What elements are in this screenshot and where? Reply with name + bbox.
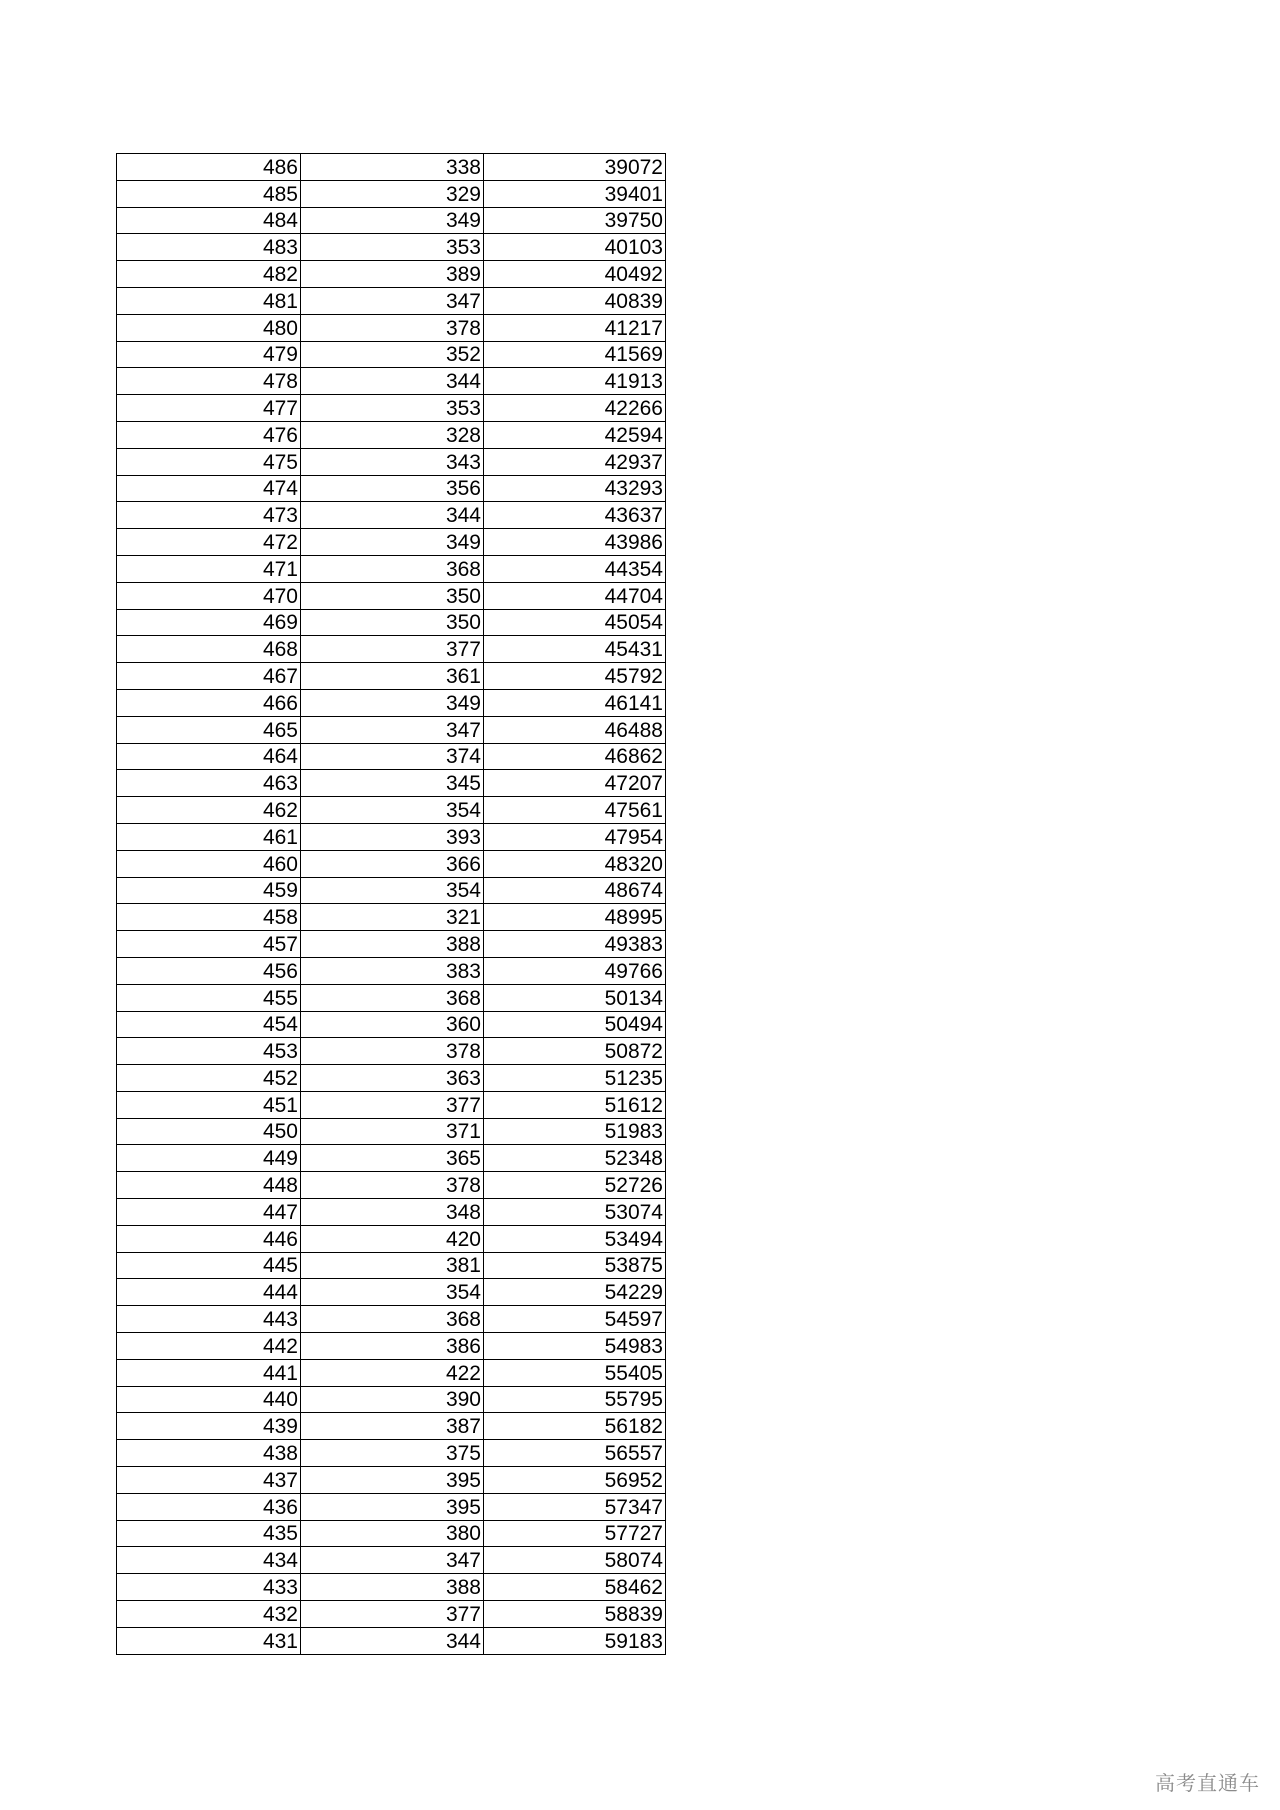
cumulative-cell: 58462 — [484, 1574, 666, 1601]
cumulative-cell: 46141 — [484, 689, 666, 716]
score-cell: 453 — [117, 1038, 301, 1065]
count-cell: 395 — [301, 1467, 484, 1494]
score-cell: 479 — [117, 341, 301, 368]
count-cell: 344 — [301, 502, 484, 529]
table-row — [117, 368, 666, 395]
cumulative-cell: 45792 — [484, 663, 666, 690]
cumulative-cell: 47561 — [484, 797, 666, 824]
count-cell: 361 — [301, 663, 484, 690]
score-table — [116, 153, 666, 1655]
table-row — [117, 341, 666, 368]
count-cell: 350 — [301, 609, 484, 636]
score-cell: 467 — [117, 663, 301, 690]
count-cell: 352 — [301, 341, 484, 368]
table-row — [117, 234, 666, 261]
table-row — [117, 1627, 666, 1654]
table-row — [117, 1118, 666, 1145]
score-cell: 442 — [117, 1333, 301, 1360]
cumulative-cell: 57347 — [484, 1493, 666, 1520]
cumulative-cell: 39750 — [484, 207, 666, 234]
cumulative-cell: 55405 — [484, 1359, 666, 1386]
table-row — [117, 1547, 666, 1574]
score-cell: 482 — [117, 261, 301, 288]
cumulative-cell: 49383 — [484, 931, 666, 958]
table-row — [117, 261, 666, 288]
count-cell: 343 — [301, 448, 484, 475]
count-cell: 374 — [301, 743, 484, 770]
table-row — [117, 180, 666, 207]
cumulative-cell: 54983 — [484, 1333, 666, 1360]
score-cell: 465 — [117, 716, 301, 743]
score-cell: 468 — [117, 636, 301, 663]
count-cell: 388 — [301, 931, 484, 958]
count-cell: 395 — [301, 1493, 484, 1520]
score-cell: 477 — [117, 395, 301, 422]
count-cell: 377 — [301, 1091, 484, 1118]
score-cell: 476 — [117, 421, 301, 448]
score-cell: 473 — [117, 502, 301, 529]
score-cell: 449 — [117, 1145, 301, 1172]
count-cell: 354 — [301, 1279, 484, 1306]
score-cell: 466 — [117, 689, 301, 716]
table-row — [117, 1520, 666, 1547]
table-row — [117, 529, 666, 556]
cumulative-cell: 44354 — [484, 555, 666, 582]
table-row — [117, 1011, 666, 1038]
table-row — [117, 207, 666, 234]
cumulative-cell: 39072 — [484, 154, 666, 181]
cumulative-cell: 43986 — [484, 529, 666, 556]
score-cell: 439 — [117, 1413, 301, 1440]
score-cell: 471 — [117, 555, 301, 582]
count-cell: 380 — [301, 1520, 484, 1547]
table-row — [117, 1199, 666, 1226]
table-row — [117, 957, 666, 984]
cumulative-cell: 40839 — [484, 287, 666, 314]
score-cell: 432 — [117, 1601, 301, 1628]
count-cell: 378 — [301, 314, 484, 341]
table-row — [117, 1091, 666, 1118]
score-cell: 441 — [117, 1359, 301, 1386]
cumulative-cell: 59183 — [484, 1627, 666, 1654]
table-row — [117, 1038, 666, 1065]
score-cell: 450 — [117, 1118, 301, 1145]
count-cell: 386 — [301, 1333, 484, 1360]
cumulative-cell: 43293 — [484, 475, 666, 502]
score-cell: 443 — [117, 1306, 301, 1333]
count-cell: 377 — [301, 636, 484, 663]
cumulative-cell: 40103 — [484, 234, 666, 261]
cumulative-cell: 58839 — [484, 1601, 666, 1628]
count-cell: 347 — [301, 716, 484, 743]
cumulative-cell: 57727 — [484, 1520, 666, 1547]
count-cell: 387 — [301, 1413, 484, 1440]
score-cell: 470 — [117, 582, 301, 609]
table-row — [117, 582, 666, 609]
table-row — [117, 1145, 666, 1172]
table-row — [117, 743, 666, 770]
count-cell: 347 — [301, 1547, 484, 1574]
score-cell: 463 — [117, 770, 301, 797]
count-cell: 338 — [301, 154, 484, 181]
cumulative-cell: 40492 — [484, 261, 666, 288]
table-row — [117, 904, 666, 931]
count-cell: 350 — [301, 582, 484, 609]
count-cell: 422 — [301, 1359, 484, 1386]
table-row — [117, 823, 666, 850]
count-cell: 349 — [301, 529, 484, 556]
cumulative-cell: 46488 — [484, 716, 666, 743]
cumulative-cell: 43637 — [484, 502, 666, 529]
count-cell: 366 — [301, 850, 484, 877]
cumulative-cell: 42594 — [484, 421, 666, 448]
count-cell: 349 — [301, 207, 484, 234]
cumulative-cell: 42937 — [484, 448, 666, 475]
table-row — [117, 984, 666, 1011]
count-cell: 378 — [301, 1172, 484, 1199]
cumulative-cell: 41217 — [484, 314, 666, 341]
cumulative-cell: 50494 — [484, 1011, 666, 1038]
count-cell: 349 — [301, 689, 484, 716]
table-row — [117, 770, 666, 797]
score-cell: 486 — [117, 154, 301, 181]
score-cell: 460 — [117, 850, 301, 877]
score-cell: 455 — [117, 984, 301, 1011]
count-cell: 329 — [301, 180, 484, 207]
cumulative-cell: 56952 — [484, 1467, 666, 1494]
count-cell: 393 — [301, 823, 484, 850]
cumulative-cell: 51612 — [484, 1091, 666, 1118]
cumulative-cell: 48320 — [484, 850, 666, 877]
count-cell: 356 — [301, 475, 484, 502]
cumulative-cell: 42266 — [484, 395, 666, 422]
table-row — [117, 154, 666, 181]
table-row — [117, 475, 666, 502]
cumulative-cell: 45054 — [484, 609, 666, 636]
table-row — [117, 877, 666, 904]
table-row — [117, 395, 666, 422]
cumulative-cell: 47954 — [484, 823, 666, 850]
score-cell: 451 — [117, 1091, 301, 1118]
count-cell: 344 — [301, 1627, 484, 1654]
score-cell: 472 — [117, 529, 301, 556]
score-cell: 480 — [117, 314, 301, 341]
cumulative-cell: 53875 — [484, 1252, 666, 1279]
cumulative-cell: 54597 — [484, 1306, 666, 1333]
count-cell: 371 — [301, 1118, 484, 1145]
score-cell: 438 — [117, 1440, 301, 1467]
count-cell: 375 — [301, 1440, 484, 1467]
cumulative-cell: 50134 — [484, 984, 666, 1011]
table-row — [117, 1333, 666, 1360]
count-cell: 378 — [301, 1038, 484, 1065]
cumulative-cell: 52726 — [484, 1172, 666, 1199]
cumulative-cell: 44704 — [484, 582, 666, 609]
score-cell: 462 — [117, 797, 301, 824]
score-table-body — [117, 154, 666, 1655]
score-cell: 437 — [117, 1467, 301, 1494]
score-cell: 485 — [117, 180, 301, 207]
table-row — [117, 502, 666, 529]
cumulative-cell: 39401 — [484, 180, 666, 207]
count-cell: 388 — [301, 1574, 484, 1601]
table-row — [117, 689, 666, 716]
score-cell: 483 — [117, 234, 301, 261]
watermark: 高考直通车 — [1155, 1771, 1260, 1795]
table-row — [117, 555, 666, 582]
count-cell: 354 — [301, 877, 484, 904]
table-row — [117, 421, 666, 448]
table-row — [117, 1440, 666, 1467]
cumulative-cell: 58074 — [484, 1547, 666, 1574]
cumulative-cell: 45431 — [484, 636, 666, 663]
count-cell: 390 — [301, 1386, 484, 1413]
count-cell: 353 — [301, 234, 484, 261]
count-cell: 420 — [301, 1225, 484, 1252]
cumulative-cell: 53074 — [484, 1199, 666, 1226]
score-cell: 474 — [117, 475, 301, 502]
cumulative-cell: 41569 — [484, 341, 666, 368]
score-cell: 456 — [117, 957, 301, 984]
count-cell: 368 — [301, 555, 484, 582]
cumulative-cell: 53494 — [484, 1225, 666, 1252]
score-cell: 484 — [117, 207, 301, 234]
cumulative-cell: 48674 — [484, 877, 666, 904]
score-cell: 481 — [117, 287, 301, 314]
score-cell: 434 — [117, 1547, 301, 1574]
table-row — [117, 1386, 666, 1413]
table-row — [117, 287, 666, 314]
score-cell: 446 — [117, 1225, 301, 1252]
score-cell: 444 — [117, 1279, 301, 1306]
cumulative-cell: 41913 — [484, 368, 666, 395]
count-cell: 381 — [301, 1252, 484, 1279]
count-cell: 348 — [301, 1199, 484, 1226]
score-cell: 454 — [117, 1011, 301, 1038]
table-row — [117, 1065, 666, 1092]
count-cell: 368 — [301, 1306, 484, 1333]
score-cell: 458 — [117, 904, 301, 931]
table-row — [117, 1493, 666, 1520]
table-row — [117, 448, 666, 475]
count-cell: 345 — [301, 770, 484, 797]
cumulative-cell: 48995 — [484, 904, 666, 931]
table-row — [117, 1359, 666, 1386]
table-row — [117, 1413, 666, 1440]
count-cell: 353 — [301, 395, 484, 422]
count-cell: 389 — [301, 261, 484, 288]
score-cell: 452 — [117, 1065, 301, 1092]
count-cell: 354 — [301, 797, 484, 824]
cumulative-cell: 51235 — [484, 1065, 666, 1092]
cumulative-cell: 49766 — [484, 957, 666, 984]
count-cell: 368 — [301, 984, 484, 1011]
cumulative-cell: 55795 — [484, 1386, 666, 1413]
score-cell: 447 — [117, 1199, 301, 1226]
cumulative-cell: 46862 — [484, 743, 666, 770]
table-row — [117, 609, 666, 636]
score-cell: 445 — [117, 1252, 301, 1279]
score-cell: 436 — [117, 1493, 301, 1520]
score-cell: 448 — [117, 1172, 301, 1199]
table-row — [117, 1172, 666, 1199]
table-row — [117, 1252, 666, 1279]
count-cell: 377 — [301, 1601, 484, 1628]
cumulative-cell: 47207 — [484, 770, 666, 797]
table-row — [117, 1225, 666, 1252]
score-cell: 457 — [117, 931, 301, 958]
table-row — [117, 663, 666, 690]
cumulative-cell: 54229 — [484, 1279, 666, 1306]
score-cell: 464 — [117, 743, 301, 770]
score-cell: 433 — [117, 1574, 301, 1601]
table-row — [117, 1601, 666, 1628]
count-cell: 347 — [301, 287, 484, 314]
score-cell: 469 — [117, 609, 301, 636]
count-cell: 360 — [301, 1011, 484, 1038]
table-row — [117, 314, 666, 341]
table-row — [117, 1279, 666, 1306]
table-row — [117, 850, 666, 877]
score-cell: 435 — [117, 1520, 301, 1547]
count-cell: 328 — [301, 421, 484, 448]
table-row — [117, 716, 666, 743]
score-cell: 431 — [117, 1627, 301, 1654]
score-cell: 461 — [117, 823, 301, 850]
cumulative-cell: 56557 — [484, 1440, 666, 1467]
score-cell: 459 — [117, 877, 301, 904]
count-cell: 365 — [301, 1145, 484, 1172]
cumulative-cell: 50872 — [484, 1038, 666, 1065]
count-cell: 363 — [301, 1065, 484, 1092]
score-cell: 478 — [117, 368, 301, 395]
table-row — [117, 797, 666, 824]
count-cell: 321 — [301, 904, 484, 931]
score-cell: 475 — [117, 448, 301, 475]
table-row — [117, 1306, 666, 1333]
count-cell: 344 — [301, 368, 484, 395]
count-cell: 383 — [301, 957, 484, 984]
cumulative-cell: 51983 — [484, 1118, 666, 1145]
cumulative-cell: 52348 — [484, 1145, 666, 1172]
cumulative-cell: 56182 — [484, 1413, 666, 1440]
table-row — [117, 1467, 666, 1494]
table-row — [117, 931, 666, 958]
table-row — [117, 1574, 666, 1601]
score-cell: 440 — [117, 1386, 301, 1413]
table-row — [117, 636, 666, 663]
